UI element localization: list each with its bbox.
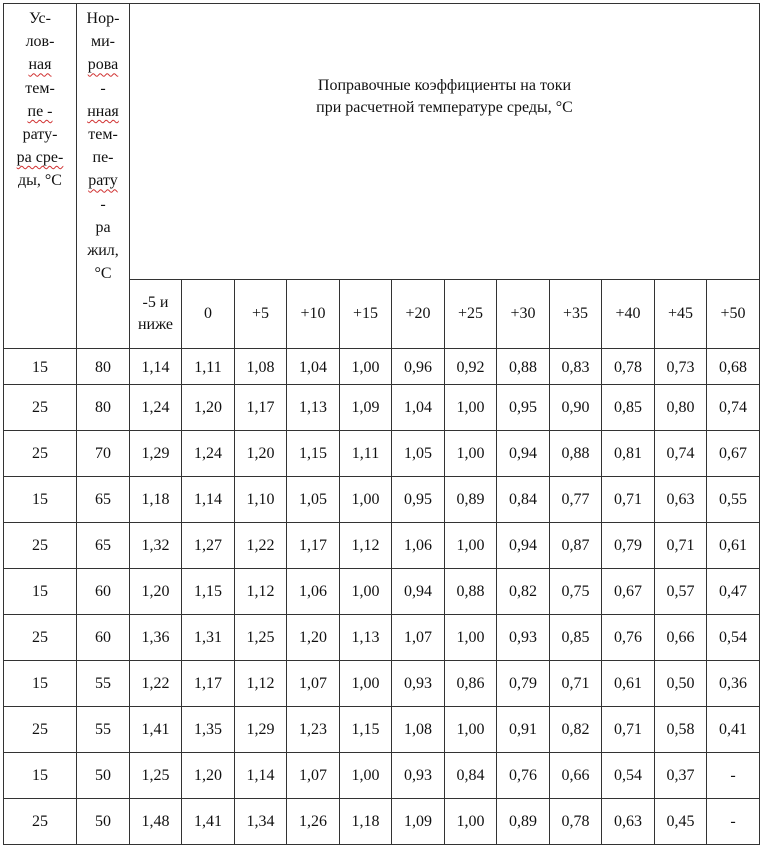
- coefficient-cell: 1,34: [235, 799, 287, 845]
- ambient-temp-cell: 25: [4, 707, 77, 753]
- coefficient-cell: 0,74: [655, 431, 707, 477]
- coefficient-cell: 0,36: [707, 661, 760, 707]
- temp-header: +10: [287, 280, 340, 349]
- coefficient-cell: 0,67: [707, 431, 760, 477]
- coefficient-cell: 1,08: [392, 707, 445, 753]
- coefficient-cell: 1,00: [445, 523, 497, 569]
- coefficient-cell: 0,85: [550, 615, 602, 661]
- coefficient-cell: 1,25: [235, 615, 287, 661]
- coefficient-cell: 0,84: [497, 477, 550, 523]
- ambient-temp-cell: 15: [4, 569, 77, 615]
- coefficient-cell: 1,00: [340, 569, 392, 615]
- coefficient-cell: 1,29: [235, 707, 287, 753]
- coefficient-cell: 0,82: [550, 707, 602, 753]
- ambient-temp-cell: 25: [4, 615, 77, 661]
- header-line: Ус-: [29, 10, 51, 27]
- header-line: пе -: [27, 102, 53, 120]
- coefficient-cell: 1,09: [392, 799, 445, 845]
- coefficient-cell: 1,00: [340, 661, 392, 707]
- title-line-1: Поправочные коэффициенты на токи: [317, 77, 572, 94]
- coefficient-cell: 1,22: [130, 661, 182, 707]
- coefficient-cell: 1,20: [235, 431, 287, 477]
- header-correction-coefficients-title: [130, 4, 760, 280]
- header-line: нная: [87, 102, 119, 120]
- coefficient-cell: 0,84: [445, 753, 497, 799]
- table-row: [4, 615, 760, 661]
- header-line: -: [100, 79, 106, 97]
- coefficient-cell: 1,00: [445, 615, 497, 661]
- conductor-temp-cell: 60: [77, 569, 130, 615]
- coefficient-cell: 0,73: [655, 349, 707, 385]
- coefficient-cell: 1,06: [392, 523, 445, 569]
- coefficient-cell: 1,26: [287, 799, 340, 845]
- coefficient-cell: 1,00: [340, 349, 392, 385]
- coefficient-cell: 0,67: [602, 569, 655, 615]
- header-line: ная: [28, 56, 52, 74]
- coefficient-cell: 0,85: [602, 385, 655, 431]
- header-ambient-temperature: [4, 4, 77, 349]
- coefficient-cell: 1,17: [182, 661, 235, 707]
- table-row: [4, 707, 760, 753]
- table-row: [4, 753, 760, 799]
- temp-header: +20: [392, 280, 445, 349]
- header-line: ми-: [90, 33, 115, 51]
- coefficient-cell: 1,48: [130, 799, 182, 845]
- coefficient-cell: 1,10: [235, 477, 287, 523]
- coefficient-cell: 1,11: [182, 349, 235, 385]
- temp-header: +50: [707, 280, 760, 349]
- coefficient-cell: 0,94: [497, 523, 550, 569]
- coefficient-cell: 1,09: [340, 385, 392, 431]
- coefficient-cell: 0,47: [707, 569, 760, 615]
- conductor-temp-cell: 70: [77, 431, 130, 477]
- correction-coefficients-table: [3, 3, 760, 845]
- coefficient-cell: 1,14: [130, 349, 182, 385]
- table-row: [4, 799, 760, 845]
- header-line: ра: [95, 218, 111, 236]
- header-line: Нор-: [86, 10, 120, 27]
- coefficient-cell: 0,86: [445, 661, 497, 707]
- coefficient-cell: 0,71: [602, 477, 655, 523]
- coefficient-cell: 1,41: [130, 707, 182, 753]
- ambient-temp-cell: 15: [4, 661, 77, 707]
- coefficient-cell: 0,94: [392, 569, 445, 615]
- ambient-temp-cell: 15: [4, 753, 77, 799]
- coefficient-cell: 0,74: [707, 385, 760, 431]
- coefficient-cell: 1,00: [445, 799, 497, 845]
- coefficient-cell: 0,76: [497, 753, 550, 799]
- coefficient-cell: 0,96: [392, 349, 445, 385]
- coefficient-cell: 0,91: [497, 707, 550, 753]
- coefficient-cell: 0,89: [497, 799, 550, 845]
- coefficient-cell: 1,24: [182, 431, 235, 477]
- header-line: пе-: [92, 149, 114, 167]
- coefficient-cell: 0,88: [497, 349, 550, 385]
- coefficient-cell: -: [707, 799, 760, 845]
- coefficient-cell: 0,87: [550, 523, 602, 569]
- coefficient-cell: 1,07: [287, 753, 340, 799]
- temp-header: +15: [340, 280, 392, 349]
- coefficient-cell: 0,80: [655, 385, 707, 431]
- temp-header: +5: [235, 280, 287, 349]
- conductor-temp-cell: 65: [77, 523, 130, 569]
- coefficient-cell: 0,50: [655, 661, 707, 707]
- coefficient-cell: 1,11: [340, 431, 392, 477]
- coefficient-cell: 0,93: [392, 753, 445, 799]
- coefficient-cell: 0,71: [655, 523, 707, 569]
- coefficient-cell: 0,78: [602, 349, 655, 385]
- coefficient-cell: 0,88: [445, 569, 497, 615]
- coefficient-cell: 1,20: [182, 385, 235, 431]
- header-line: жил,: [87, 242, 119, 260]
- coefficient-cell: 0,68: [707, 349, 760, 385]
- table-row: [4, 431, 760, 477]
- coefficient-cell: 1,12: [340, 523, 392, 569]
- conductor-temp-cell: 65: [77, 477, 130, 523]
- coefficient-cell: 1,25: [130, 753, 182, 799]
- coefficient-cell: 1,12: [235, 661, 287, 707]
- coefficient-cell: 0,88: [550, 431, 602, 477]
- temp-header: +40: [602, 280, 655, 349]
- header-rated-conductor-temperature: [77, 4, 130, 349]
- header-line: рату-: [22, 126, 58, 144]
- ambient-temp-cell: 25: [4, 431, 77, 477]
- coefficient-cell: 0,79: [602, 523, 655, 569]
- coefficient-cell: 0,57: [655, 569, 707, 615]
- coefficient-cell: 1,14: [235, 753, 287, 799]
- coefficient-cell: 0,95: [497, 385, 550, 431]
- header-line: рова: [87, 56, 119, 74]
- table-row: [4, 385, 760, 431]
- header-line: ды, °С: [18, 172, 62, 190]
- coefficient-cell: 1,12: [235, 569, 287, 615]
- coefficient-cell: 0,54: [707, 615, 760, 661]
- coefficient-cell: 1,04: [287, 349, 340, 385]
- temp-header: +35: [550, 280, 602, 349]
- coefficient-cell: 0,93: [497, 615, 550, 661]
- coefficient-cell: 1,00: [445, 707, 497, 753]
- coefficient-cell: 1,13: [340, 615, 392, 661]
- coefficient-cell: 1,06: [287, 569, 340, 615]
- coefficient-cell: 0,92: [445, 349, 497, 385]
- ambient-temp-cell: 15: [4, 477, 77, 523]
- coefficient-cell: 1,27: [182, 523, 235, 569]
- coefficient-cell: 1,18: [130, 477, 182, 523]
- conductor-temp-cell: 60: [77, 615, 130, 661]
- temp-header: +25: [445, 280, 497, 349]
- coefficient-cell: 1,00: [340, 753, 392, 799]
- coefficient-cell: 0,78: [550, 799, 602, 845]
- coefficient-cell: 1,00: [445, 431, 497, 477]
- table-row: [4, 477, 760, 523]
- header-line: ра сре-: [16, 149, 64, 167]
- coefficient-cell: 1,31: [182, 615, 235, 661]
- header-line: -: [100, 195, 106, 213]
- ambient-temp-cell: 25: [4, 799, 77, 845]
- temp-header-minus5: [130, 280, 182, 349]
- temp-header: +30: [497, 280, 550, 349]
- coefficient-cell: 0,66: [655, 615, 707, 661]
- conductor-temp-cell: 80: [77, 385, 130, 431]
- coefficient-cell: 1,18: [340, 799, 392, 845]
- coefficient-cell: 1,00: [445, 385, 497, 431]
- coefficient-cell: 0,45: [655, 799, 707, 845]
- coefficient-cell: 1,15: [287, 431, 340, 477]
- coefficient-cell: -: [707, 753, 760, 799]
- coefficient-cell: 0,93: [392, 661, 445, 707]
- coefficient-cell: 1,29: [130, 431, 182, 477]
- coefficient-cell: 0,63: [655, 477, 707, 523]
- coefficient-cell: 1,14: [182, 477, 235, 523]
- coefficient-cell: 1,15: [182, 569, 235, 615]
- temp-header-minus5-line2: ниже: [137, 316, 174, 333]
- coefficient-cell: 1,20: [130, 569, 182, 615]
- conductor-temp-cell: 80: [77, 349, 130, 385]
- coefficient-cell: 1,00: [340, 477, 392, 523]
- temp-header: 0: [182, 280, 235, 349]
- coefficient-cell: 1,08: [235, 349, 287, 385]
- coefficient-cell: 0,75: [550, 569, 602, 615]
- coefficient-cell: 0,89: [445, 477, 497, 523]
- coefficient-cell: 1,04: [392, 385, 445, 431]
- ambient-temp-cell: 25: [4, 385, 77, 431]
- coefficient-cell: 1,23: [287, 707, 340, 753]
- coefficient-cell: 0,61: [707, 523, 760, 569]
- coefficient-cell: 1,41: [182, 799, 235, 845]
- coefficient-cell: 1,07: [392, 615, 445, 661]
- coefficient-cell: 0,83: [550, 349, 602, 385]
- coefficient-cell: 0,63: [602, 799, 655, 845]
- header-line: тем-: [25, 79, 55, 97]
- coefficient-cell: 0,54: [602, 753, 655, 799]
- coefficient-cell: 1,13: [287, 385, 340, 431]
- temp-header: +45: [655, 280, 707, 349]
- coefficient-cell: 0,41: [707, 707, 760, 753]
- conductor-temp-cell: 55: [77, 707, 130, 753]
- coefficient-cell: 0,71: [550, 661, 602, 707]
- ambient-temp-cell: 15: [4, 349, 77, 385]
- table-row: [4, 523, 760, 569]
- coefficient-cell: 1,22: [235, 523, 287, 569]
- coefficient-cell: 1,05: [392, 431, 445, 477]
- coefficient-cell: 1,15: [340, 707, 392, 753]
- temp-header-minus5-line1: -5 и: [142, 294, 169, 311]
- coefficient-cell: 1,24: [130, 385, 182, 431]
- table-row: [4, 569, 760, 615]
- coefficient-cell: 1,35: [182, 707, 235, 753]
- table-row: [4, 349, 760, 385]
- coefficient-cell: 1,32: [130, 523, 182, 569]
- header-line: °С: [94, 265, 112, 283]
- coefficient-cell: 0,82: [497, 569, 550, 615]
- header-line: рату: [88, 172, 118, 190]
- conductor-temp-cell: 55: [77, 661, 130, 707]
- coefficient-cell: 1,20: [182, 753, 235, 799]
- coefficient-cell: 0,66: [550, 753, 602, 799]
- coefficient-cell: 1,05: [287, 477, 340, 523]
- coefficient-cell: 1,17: [235, 385, 287, 431]
- coefficient-cell: 0,76: [602, 615, 655, 661]
- title-line-2: при расчетной температуре среды, °С: [316, 99, 573, 116]
- conductor-temp-cell: 50: [77, 799, 130, 845]
- table-row: [4, 661, 760, 707]
- coefficient-cell: 0,81: [602, 431, 655, 477]
- coefficient-cell: 0,79: [497, 661, 550, 707]
- coefficient-cell: 0,55: [707, 477, 760, 523]
- coefficient-cell: 0,37: [655, 753, 707, 799]
- coefficient-cell: 0,95: [392, 477, 445, 523]
- coefficient-cell: 1,20: [287, 615, 340, 661]
- coefficient-cell: 0,61: [602, 661, 655, 707]
- header-line: лов-: [25, 33, 55, 51]
- coefficient-cell: 0,58: [655, 707, 707, 753]
- coefficient-cell: 1,17: [287, 523, 340, 569]
- coefficient-cell: 0,90: [550, 385, 602, 431]
- ambient-temp-cell: 25: [4, 523, 77, 569]
- header-line: тем-: [88, 126, 118, 144]
- coefficient-cell: 0,71: [602, 707, 655, 753]
- coefficient-cell: 0,94: [497, 431, 550, 477]
- coefficient-cell: 1,36: [130, 615, 182, 661]
- coefficient-cell: 1,07: [287, 661, 340, 707]
- conductor-temp-cell: 50: [77, 753, 130, 799]
- coefficient-cell: 0,77: [550, 477, 602, 523]
